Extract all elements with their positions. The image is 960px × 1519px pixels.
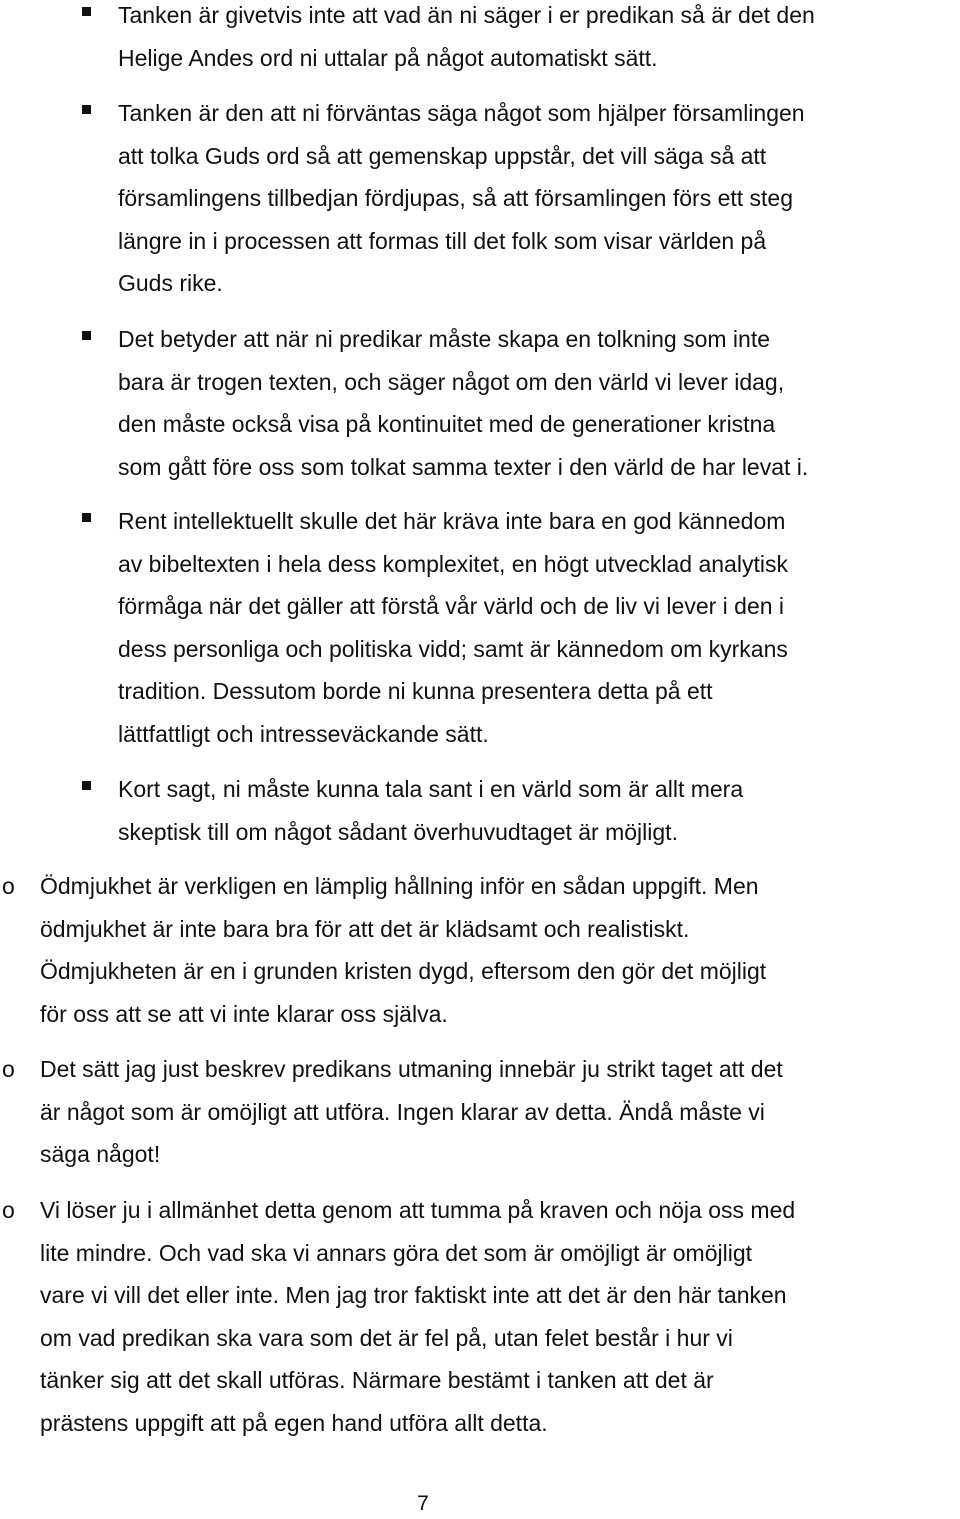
text-line: säga något!	[40, 1141, 161, 1167]
text-line: Ödmjukheten är en i grunden kristen dygd, eftersom den gör det möjligt	[40, 958, 767, 984]
square-bullet-icon	[82, 7, 91, 16]
text-line: ödmjukhet är inte bara bra för att det är klädsamt och realistiskt.	[40, 915, 690, 942]
text-line: dess personliga och politiska vidd; samt är kännedom om kyrkans	[118, 635, 788, 662]
text-line: Kort sagt, ni måste kunna tala sant i en värld som är allt mera	[118, 776, 744, 802]
text-line: Vi löser ju i allmänhet detta genom att tumma på kraven och nöja oss med	[40, 1197, 796, 1223]
text-line: Tanken är den att ni förväntas säga något som hjälper församlingen	[118, 100, 805, 126]
list-item-text	[118, 92, 805, 305]
text-line: Guds rike.	[118, 270, 223, 296]
circle-bullet-icon: o	[2, 1056, 15, 1082]
text-line: skeptisk till om något sådant överhuvudtaget är möjligt.	[118, 818, 678, 845]
text-line: av bibeltexten i hela dess komplexitet, en högt utvecklad analytisk	[118, 550, 788, 577]
page-number: 7	[417, 1492, 429, 1515]
text-line: lite mindre. Och vad ska vi annars göra det som är omöjligt är omöjligt	[40, 1239, 753, 1266]
text-line: Det sätt jag just beskrev predikans utmaning innebär ju strikt taget att det	[40, 1056, 783, 1082]
list-item-text	[40, 1048, 783, 1176]
list-item-text	[118, 318, 808, 488]
circle-bullet-icon: o	[2, 1197, 15, 1223]
text-line: Det betyder att när ni predikar måste skapa en tolkning som inte	[118, 326, 771, 352]
list-item-text	[118, 500, 788, 755]
text-line: längre in i processen att formas till det folk som visar världen på	[118, 227, 767, 254]
text-line: Rent intellektuellt skulle det här kräva inte bara en god kännedom	[118, 508, 786, 534]
text-line: Tanken är givetvis inte att vad än ni säger i er predikan så är det den	[118, 2, 815, 28]
text-line: är något som är omöjligt att utföra. Ingen klarar av detta. Ändå måste vi	[40, 1098, 765, 1125]
list-item-text	[118, 0, 815, 79]
text-line: för oss att se att vi inte klarar oss själva.	[40, 1000, 448, 1027]
text-line: som gått före oss som tolkat samma texter i den värld de har levat i.	[118, 453, 809, 480]
text-line: tradition. Dessutom borde ni kunna presentera detta på ett	[118, 678, 713, 704]
text-line: vare vi vill det eller inte. Men jag tror faktiskt inte att det är den här tanken	[40, 1282, 787, 1308]
list-item-text	[118, 768, 743, 853]
text-line: bara är trogen texten, och säger något om den värld vi lever idag,	[118, 368, 785, 395]
text-line: om vad predikan ska vara som det är fel på, utan felet består i hur vi	[40, 1324, 733, 1351]
list-item-text	[40, 1189, 795, 1444]
square-bullet-icon	[82, 331, 91, 340]
list-item-text	[40, 865, 766, 1035]
text-line: prästens uppgift att på egen hand utföra allt detta.	[40, 1409, 548, 1436]
text-line: lättfattligt och intresseväckande sätt.	[118, 720, 489, 747]
circle-bullet-icon: o	[2, 873, 15, 899]
square-bullet-icon	[82, 781, 91, 790]
text-line: den måste också visa på kontinuitet med de generationer kristna	[118, 411, 776, 437]
text-line: Ödmjukhet är verkligen en lämplig hållning inför en sådan uppgift. Men	[40, 873, 759, 899]
text-line: tänker sig att det skall utföras. Närmare bestämt i tanken att det är	[40, 1367, 714, 1393]
text-line: förmåga när det gäller att förstå vår värld och de liv vi lever i den i	[118, 593, 785, 619]
square-bullet-icon	[82, 513, 91, 522]
text-line: församlingens tillbedjan fördjupas, så att församlingen förs ett steg	[118, 185, 794, 211]
square-bullet-icon	[82, 105, 91, 114]
text-line: att tolka Guds ord så att gemenskap uppstår, det vill säga så att	[118, 142, 767, 169]
text-line: Helige Andes ord ni uttalar på något automatiskt sätt.	[118, 44, 658, 71]
